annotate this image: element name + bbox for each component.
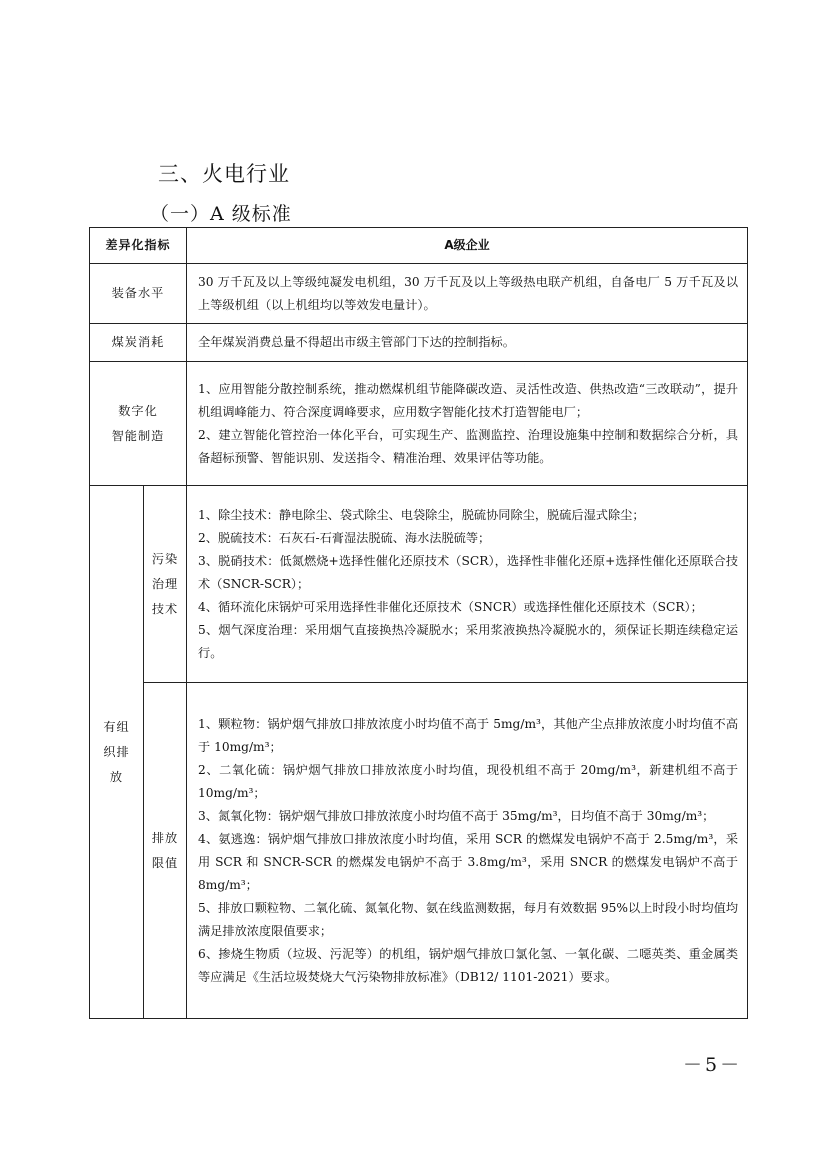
group-label-cell	[90, 486, 144, 1019]
table-row-limits	[90, 683, 748, 1019]
sub-label: 排放限值	[151, 830, 179, 870]
row-label: 煤炭消耗	[90, 324, 187, 362]
group-label: 有组织排放	[103, 719, 130, 784]
content-line: 4、氨逃逸：锅炉烟气排放口排放浓度小时均值，采用 SCR 的燃煤发电锅炉不高于 2.5mg/m³，采用 SCR 和 SNCR-SCR 的燃煤发电锅炉不高于 3.8mg/m³，采用 SNCR 的燃煤发电锅炉不高于 8mg/m³；	[198, 831, 739, 892]
row-content	[187, 683, 748, 1019]
sub-label: 污染治理技术	[151, 551, 179, 616]
row-label: 装备水平	[90, 264, 187, 324]
row-label: 数字化 智能制造	[90, 362, 187, 486]
row-content	[187, 486, 748, 683]
content-line: 5、烟气深度治理：采用烟气直接换热冷凝脱水；采用浆液换热冷凝脱水的，须保证长期连续稳定运行。	[198, 622, 739, 660]
table-row-digital	[90, 362, 748, 486]
sub-label-cell	[144, 486, 187, 683]
content-line: 5、排放口颗粒物、二氧化硫、氮氧化物、氨在线监测数据，每月有效数据 95%以上时段小时均值均满足排放浓度限值要求；	[198, 900, 739, 938]
sub-label-cell	[144, 683, 187, 1019]
row-content	[187, 362, 748, 486]
row-content	[187, 264, 748, 324]
subsection-title: （一）A 级标准	[150, 203, 292, 225]
content-line: 全年煤炭消费总量不得超出市级主管部门下达的控制指标。	[198, 335, 515, 349]
table-header-row	[90, 228, 748, 264]
content-line: 30 万千瓦及以上等级纯凝发电机组，30 万千瓦及以上等级热电联产机组，自备电厂 5 万千瓦及以上等级机组（以上机组均以等效发电量计）。	[198, 274, 739, 312]
table-row-treatment	[90, 486, 748, 683]
content-line: 3、脱硝技术：低氮燃烧+选择性催化还原技术（SCR），选择性非催化还原+选择性催化还原联合技术（SNCR-SCR）；	[198, 553, 739, 591]
header-level: A级企业	[187, 228, 748, 264]
content-line: 1、除尘技术：静电除尘、袋式除尘、电袋除尘，脱硫协同除尘，脱硫后湿式除尘；	[198, 507, 645, 522]
content-line: 6、掺烧生物质（垃圾、污泥等）的机组，锅炉烟气排放口氯化氢、一氧化碳、二噁英类、重金属类等应满足《生活垃圾焚烧大气污染物排放标准》（DB12/ 1101-2021）要求。	[198, 946, 739, 984]
content-line: 2、二氧化硫：锅炉烟气排放口排放浓度小时均值，现役机组不高于 20mg/m³，新建机组不高于 10mg/m³；	[198, 762, 739, 800]
row-content	[187, 324, 748, 362]
content-line: 4、循环流化床锅炉可采用选择性非催化还原技术（SNCR）或选择性催化还原技术（SCR）；	[198, 599, 703, 614]
table-row-equipment	[90, 264, 748, 324]
standard-table	[89, 227, 748, 1019]
content-line: 1、颗粒物：锅炉烟气排放口排放浓度小时均值不高于 5mg/m³，其他产尘点排放浓度小时均值不高于 10mg/m³；	[198, 716, 739, 754]
content-line: 2、建立智能化管控治一体化平台，可实现生产、监测监控、治理设施集中控制和数据综合分析，具备超标预警、智能识别、发送指令、精准治理、效果评估等功能。	[198, 427, 739, 465]
section-title: 三、火电行业	[158, 162, 290, 186]
table-row-coal	[90, 324, 748, 362]
page-number: －5－	[683, 1054, 743, 1076]
content-line: 1、应用智能分散控制系统，推动燃煤机组节能降碳改造、灵活性改造、供热改造“三改联动”，提升机组调峰能力、符合深度调峰要求，应用数字智能化技术打造智能电厂；	[198, 381, 739, 419]
content-line: 2、脱硫技术：石灰石-石膏湿法脱硫、海水法脱硫等；	[198, 530, 491, 545]
content-line: 3、氮氧化物：锅炉烟气排放口排放浓度小时均值不高于 35mg/m³，日均值不高于 30mg/m³；	[198, 808, 715, 823]
header-indicator: 差异化指标	[90, 228, 187, 264]
